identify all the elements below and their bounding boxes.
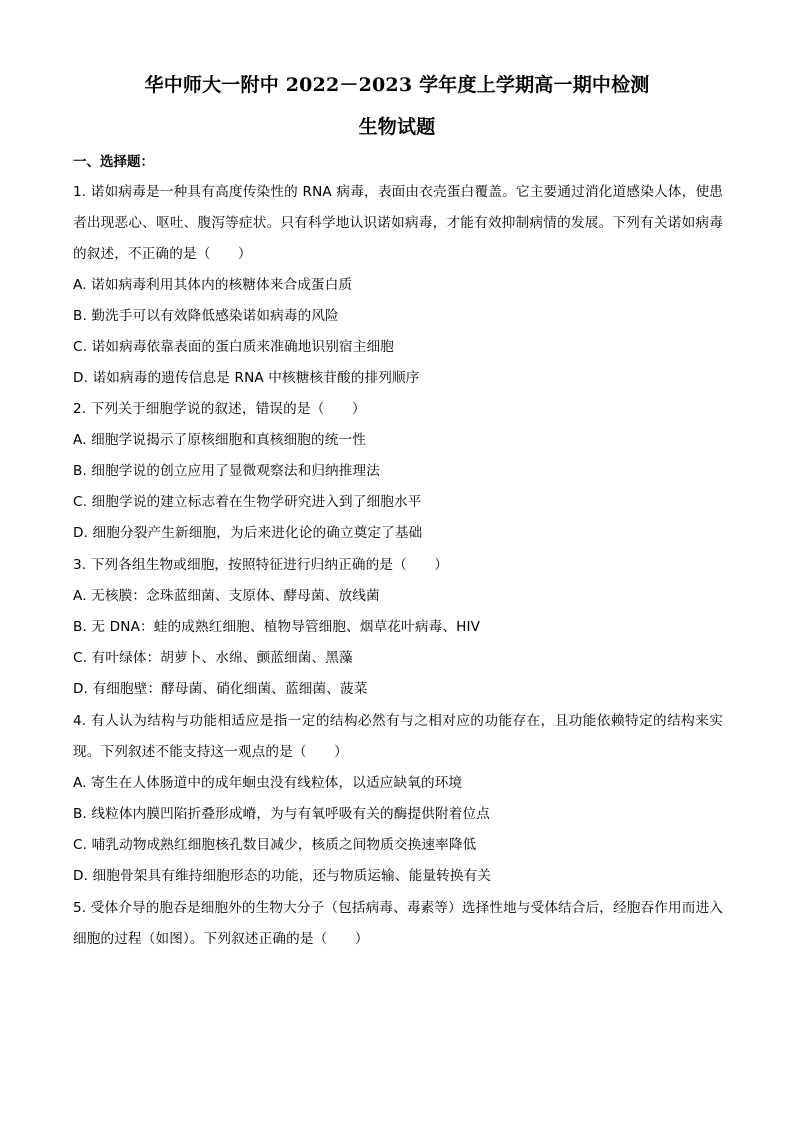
question-2-option-c: C. 细胞学说的建立标志着在生物学研究进入到了细胞水平 [73,494,422,510]
question-3-option-a: A. 无核膜：念珠蓝细菌、支原体、酵母菌、放线菌 [73,588,380,604]
question-3-option-c: C. 有叶绿体：胡萝卜、水绵、颤蓝细菌、黑藻 [73,650,353,666]
question-1-option-a: A. 诺如病毒利用其体内的核糖体来合成蛋白质 [73,277,353,293]
question-1-option-c: C. 诺如病毒依靠表面的蛋白质来准确地识别宿主细胞 [73,339,394,355]
question-1-stem: 1. 诺如病毒是一种具有高度传染性的 RNA 病毒，表面由衣壳蛋白覆盖。它主要通过消化道感染人体，使患者出现恶心、呕吐、腹泻等症状。只有科学地认识诺如病毒，才能有效抑制病情的发展。下列有关诺如病毒的叙述，不正确的是（ ） [73,184,723,262]
question-4-option-b: B. 线粒体内膜凹陷折叠形成嵴，为与有氧呼吸有关的酶提供附着位点 [73,806,490,822]
question-2-option-a: A. 细胞学说揭示了原核细胞和真核细胞的统一性 [73,432,367,448]
question-1-option-d: D. 诺如病毒的遗传信息是 RNA 中核糖核苷酸的排列顺序 [73,370,420,386]
question-4-option-d: D. 细胞骨架具有维持细胞形态的功能，还与物质运输、能量转换有关 [73,868,492,884]
question-3-option-b: B. 无 DNA：蛙的成熟红细胞、植物导管细胞、烟草花叶病毒、HIV [73,619,481,635]
exam-title: 华中师大一附中 2022－2023 学年度上学期高一期中检测 [144,74,650,96]
exam-subtitle: 生物试题 [358,116,436,138]
question-3-stem: 3. 下列各组生物或细胞，按照特征进行归纳正确的是（ ） [73,557,449,573]
question-2-option-b: B. 细胞学说的创立应用了显微观察法和归纳推理法 [73,463,381,479]
question-1-option-b: B. 勤洗手可以有效降低感染诺如病毒的风险 [73,308,339,324]
question-2-stem: 2. 下列关于细胞学说的叙述，错误的是（ ） [73,401,366,417]
question-2-option-d: D. 细胞分裂产生新细胞，为后来进化论的确立奠定了基础 [73,525,423,541]
question-3-option-d: D. 有细胞壁：酵母菌、硝化细菌、蓝细菌、菠菜 [73,681,368,697]
section-heading: 一、选择题： [73,154,154,170]
question-4-option-a: A. 寄生在人体肠道中的成年蛔虫没有线粒体，以适应缺氧的环境 [73,775,463,791]
question-4-option-c: C. 哺乳动物成熟红细胞核孔数目减少，核质之间物质交换速率降低 [73,837,477,853]
question-4-stem: 4. 有人认为结构与功能相适应是指一定的结构必然有与之相对应的功能存在，且功能依赖特定的结构来实现。下列叙述不能支持这一观点的是（ ） [73,713,723,760]
question-5-stem: 5. 受体介导的胞吞是细胞外的生物大分子（包括病毒、毒素等）选择性地与受体结合后，经胞吞作用而进入细胞的过程（如图）。下列叙述正确的是（ ） [73,900,723,947]
